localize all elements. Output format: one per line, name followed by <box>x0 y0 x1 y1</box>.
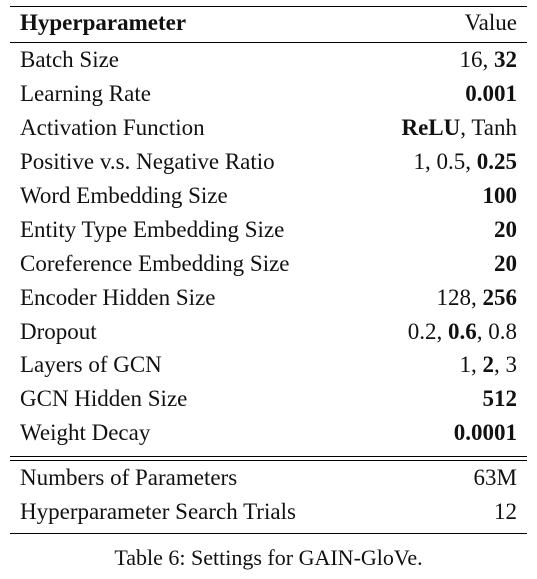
candidate-value: 16, <box>459 47 494 73</box>
row-label: Hyperparameter Search Trials <box>20 498 296 524</box>
row-label: Numbers of Parameters <box>20 465 238 491</box>
candidate-value: 1, <box>459 352 483 378</box>
selected-value: 20 <box>494 216 517 242</box>
bottom-rule <box>10 533 527 534</box>
row-value <box>460 43 518 77</box>
row-value <box>454 416 517 450</box>
candidate-value: , Tanh <box>460 115 517 141</box>
hyperparameter-rows <box>10 43 527 450</box>
row-value <box>483 382 518 416</box>
selected-value: 0.0001 <box>453 420 517 446</box>
row-value <box>401 111 517 145</box>
candidate-value: , 0.8 <box>476 318 517 344</box>
double-rule-upper <box>10 456 527 457</box>
row-label: Word Embedding Size <box>20 182 228 208</box>
table-row-numbers-of-parameters <box>10 461 527 495</box>
selected-value: 512 <box>482 386 517 412</box>
table-row-activation-function <box>10 111 527 145</box>
selected-value: 100 <box>482 182 517 208</box>
settings-table <box>10 6 527 534</box>
selected-value: 256 <box>482 284 517 310</box>
header-hyperparameter: Hyperparameter <box>20 10 187 36</box>
table-row-word-embedding-size <box>10 179 527 213</box>
row-value <box>460 348 518 382</box>
row-label: Dropout <box>20 318 97 344</box>
table-header-row <box>10 7 527 39</box>
row-label: Coreference Embedding Size <box>20 250 290 276</box>
selected-value: 0.25 <box>476 149 517 175</box>
row-value <box>494 247 517 281</box>
row-value <box>494 213 517 247</box>
row-label: Layers of GCN <box>20 352 162 378</box>
row-value <box>408 315 517 349</box>
selected-value: 32 <box>494 47 517 73</box>
table-row-encoder-hidden-size <box>10 281 527 315</box>
row-label: Learning Rate <box>20 81 151 107</box>
row-value <box>494 495 517 529</box>
row-label: Encoder Hidden Size <box>20 284 216 310</box>
candidate-value: 1, 0.5, <box>413 149 477 175</box>
table-row-entity-type-embedding-size <box>10 213 527 247</box>
header-value: Value <box>464 10 517 36</box>
selected-value: 0.6 <box>448 318 477 344</box>
row-label: GCN Hidden Size <box>20 386 188 412</box>
candidate-value: , 3 <box>494 352 517 378</box>
selected-value: ReLU <box>401 115 461 141</box>
table-caption: Table 6: Settings for GAIN-GloVe. <box>114 545 423 570</box>
candidate-value: 12 <box>494 498 517 524</box>
table-row-learning-rate <box>10 77 527 111</box>
table-row-coreference-embedding-size <box>10 247 527 281</box>
table-row-weight-decay <box>10 416 527 450</box>
table-row-layers-of-gcn <box>10 348 527 382</box>
row-label: Positive v.s. Negative Ratio <box>20 149 275 175</box>
summary-rows <box>10 461 527 529</box>
selected-value: 2 <box>482 352 494 378</box>
candidate-value: 128, <box>436 284 483 310</box>
table-row-hyperparameter-search-trials <box>10 495 527 529</box>
row-label: Weight Decay <box>20 420 151 446</box>
table-row-dropout <box>10 315 527 349</box>
selected-value: 20 <box>494 250 517 276</box>
row-value <box>483 179 518 213</box>
table-row-gcn-hidden-size <box>10 382 527 416</box>
row-value <box>474 461 517 495</box>
row-value <box>437 281 518 315</box>
table-row-positive-v-s-negative-ratio <box>10 145 527 179</box>
candidate-value: 0.2, <box>407 318 448 344</box>
candidate-value: 63M <box>473 465 517 491</box>
row-value <box>414 145 518 179</box>
row-label: Activation Function <box>20 115 205 141</box>
table-row-batch-size <box>10 43 527 77</box>
row-label: Entity Type Embedding Size <box>20 216 285 242</box>
row-value <box>465 77 517 111</box>
row-label: Batch Size <box>20 47 119 73</box>
selected-value: 0.001 <box>465 81 517 107</box>
